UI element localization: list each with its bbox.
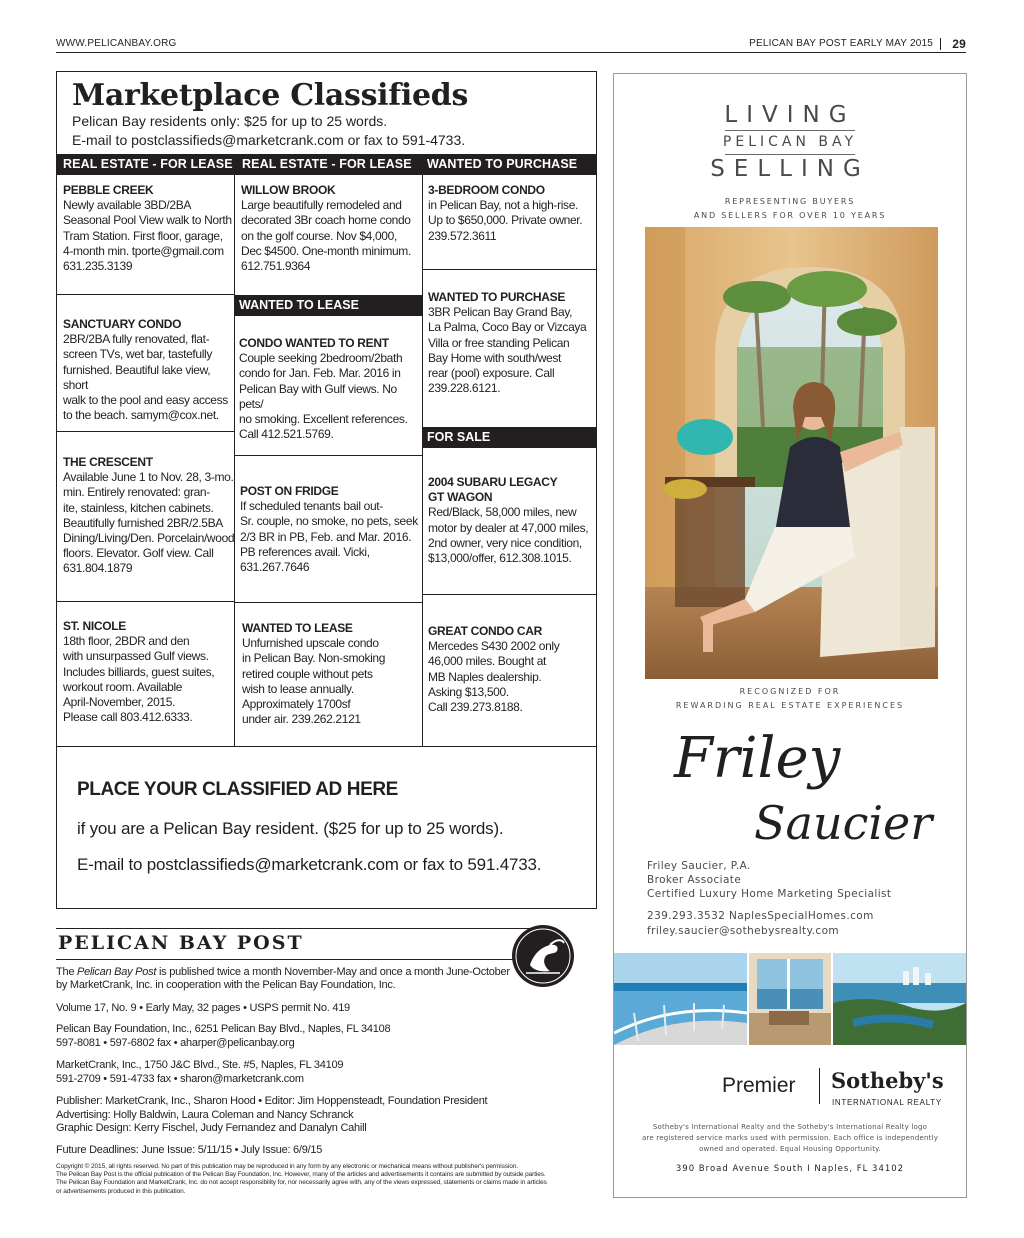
ad-title: WANTED TO PURCHASE [428,290,566,304]
column-header-bar [57,154,596,175]
ad-title-line-2: GT WAGON [428,490,493,505]
ad-title: WILLOW BROOK [241,183,336,197]
ad-line: Unfurnished upscale condo [242,636,379,651]
place-ad-title: PLACE YOUR CLASSIFIED AD HERE [77,779,398,800]
ad-line: Bay Home with south/west [428,350,561,365]
ad-line: 2/3 BR in PB, Feb. and Mar. 2016. [240,529,412,544]
place-ad-box [56,747,597,909]
masthead-rule [56,959,518,960]
ad-line: Newly available 3BD/2BA [63,198,192,213]
ad-line: Available June 1 to Nov. 28, 3-mo. [63,470,234,485]
ad-title: POST ON FRIDGE [240,484,339,498]
ad-line: Call 412.521.5769. [239,427,334,442]
staff-advertising: Advertising: Holly Baldwin, Laura Coleman and Nancy Schranck [56,1109,354,1121]
ad-headline-living: LIVING [724,102,856,128]
ad-title: PEBBLE CREEK [63,183,154,197]
deadlines: Future Deadlines: June Issue: 5/11/15 • July Issue: 6/9/15 [56,1144,323,1156]
ad-line: Seasonal Pool View walk to North [63,213,232,228]
ad-line: walk to the pool and easy access [63,393,228,408]
classified-ad-condo-wanted [239,336,421,442]
staff-design: Graphic Design: Kerry Fischel, Judy Fernandez and Danalyn Cahill [56,1122,367,1134]
classifieds-title: Marketplace Classifieds [72,78,469,113]
about-line-2: by MarketCrank, Inc. in cooperation with the Pelican Bay Foundation, Inc. [56,979,396,991]
classified-ad-wanted-to-lease [242,621,422,727]
ad-line: MB Naples dealership. [428,669,542,684]
cell-divider [234,602,422,603]
marketcrank-address: MarketCrank, Inc., 1750 J&C Blvd., Ste. #5, Naples, FL 34109 [56,1059,344,1071]
wanted-to-lease-band: WANTED TO LEASE [234,295,422,316]
ad-line: 4-month min. tporte@gmail.com [63,243,224,258]
ad-line: Includes billiards, guest suites, [63,664,215,679]
classifieds-subtitle-2: E-mail to postclassifieds@marketcrank.com or fax to 591-4733. [72,132,466,148]
ad-title: CONDO WANTED TO RENT [239,336,389,350]
cell-divider [234,455,422,456]
signature-last-name: Saucier [754,796,933,850]
masthead-rule [56,928,531,929]
ad-line: motor by dealer at 47,000 miles, [428,520,589,535]
marketcrank-contact: 591-2709 • 591-4733 fax • sharon@marketcrank.com [56,1073,304,1085]
header-rule [56,52,966,53]
sothebys-logo-text: Sotheby's [831,1068,944,1093]
ad-line: 631.804.1879 [63,561,133,576]
ad-line: in Pelican Bay, not a high-rise. [428,198,578,213]
ad-line: 3BR Pelican Bay Grand Bay, [428,305,573,320]
ad-line: La Palma, Coco Bay or Vizcaya [428,320,587,335]
ad-line: wish to lease annually. [242,681,354,696]
column-divider [422,175,423,747]
ad-line: Red/Black, 58,000 miles, new [428,505,577,520]
agent-phone-website: 239.293.3532 NaplesSpecialHomes.com [647,910,874,922]
ad-line: 239.228.6121. [428,381,501,396]
coastline-photo [833,953,966,1045]
office-address: 390 Broad Avenue South I Naples, FL 34102 [675,1164,905,1174]
interior-photo [749,953,831,1045]
realtor-advertisement [613,73,967,1198]
ad-line: Villa or free standing Pelican [428,335,570,350]
logo-divider [819,1068,820,1104]
ad-line: to the beach. samym@cox.net. [63,408,219,423]
ad-headline-pelican-bay: PELICAN BAY [722,134,858,150]
ad-line: under air. 239.262.2121 [242,712,361,727]
ad-line: If scheduled tenants bail out- [240,499,383,514]
header-divider [940,38,941,50]
classified-ad-subaru [428,475,596,566]
ad-line: 46,000 miles. Bought at [428,654,547,669]
ad-line: Dining/Living/Den. Porcelain/wood [63,531,235,546]
ad-line: Mercedes S430 2002 only [428,639,560,654]
ad-line: Call 239.273.8188. [428,700,523,715]
about-text: The [56,966,78,978]
agent-certification: Certified Luxury Home Marketing Specialist [647,888,892,900]
ad-line: Beautifully furnished 2BR/2.5BA [63,515,223,530]
headline-rule [725,154,855,155]
ad-line: Up to $650,000. Private owner. [428,213,583,228]
ad-line: screen TVs, wet bar, tastefully [63,347,212,362]
ad-line: 631.267.7646 [240,560,310,575]
ad-recognition-1: RECOGNIZED FOR [739,687,841,696]
agent-name: Friley Saucier, P.A. [647,860,751,872]
legal-line: Sotheby's International Realty and the Sotheby's International Realty logo [652,1123,928,1131]
ad-title: ST. NICOLE [63,619,127,633]
ad-tagline-2: AND SELLERS FOR OVER 10 YEARS [693,211,887,220]
staff-publisher: Publisher: MarketCrank, Inc., Sharon Hood • Editor: Jim Hoppensteadt, Foundation President [56,1095,488,1107]
classifieds-subtitle-1: Pelican Bay residents only: $25 for up to 25 words. [72,113,388,129]
classifieds-section [56,71,597,747]
ad-line: Couple seeking 2bedroom/2bath [239,351,403,366]
ad-line: Sr. couple, no smoke, no pets, seek [240,514,418,529]
ad-line: 631.235.3139 [63,259,133,274]
ad-line: Dec $4500. One-month minimum. [241,243,411,258]
ad-line: April-November, 2015. [63,695,176,710]
signature-first-name: Friley [674,726,841,791]
ad-line: ite, stainless, kitchen cabinets. [63,500,214,515]
about-line-1 [56,966,510,980]
agent-email: friley.saucier@sothebysrealty.com [647,925,840,937]
ad-line: 612.751.9364 [241,259,311,274]
issue-label: PELICAN BAY POST EARLY MAY 2015 [749,38,933,49]
ad-line: Please call 803.412.6333. [63,710,193,725]
ad-title: THE CRESCENT [63,455,153,469]
about-text: is published twice a month November-May and once a month June-October [156,966,510,978]
volume-info: Volume 17, No. 9 • Early May, 32 pages • USPS permit No. 419 [56,1002,350,1014]
classified-ad-wanted-to-purchase [428,290,596,396]
foundation-contact: 597-8081 • 597-6802 fax • aharper@pelicanbay.org [56,1037,295,1049]
cell-divider [57,431,234,432]
copyright-notice [56,1163,561,1196]
ad-line: 18th floor, 2BDR and den [63,634,190,649]
ad-headline-selling: SELLING [710,156,870,182]
ad-title: WANTED TO LEASE [242,621,353,635]
ad-title: 2004 SUBARU LEGACY [428,475,558,489]
classified-ad-st-nicole [63,619,235,725]
legal-line: owned and operated. Equal Housing Opportunity. [699,1145,881,1153]
classified-ad-willow-brook [241,183,421,274]
classified-ad-condo-car [428,624,596,715]
ad-line: retired couple without pets [242,666,373,681]
publication-name: Pelican Bay Post [77,966,157,978]
premier-logo-text: Premier [722,1074,796,1097]
ad-line: 239.572.3611 [428,228,497,243]
ad-line: 2nd owner, very nice condition, [428,535,582,550]
balcony-photo [614,953,747,1045]
ad-title: 3-BEDROOM CONDO [428,183,545,197]
classified-ad-sanctuary-condo [63,317,235,423]
place-ad-line-2: E-mail to postclassifieds@marketcrank.com or fax to 591.4733. [77,855,542,874]
ad-title: SANCTUARY CONDO [63,317,182,331]
ad-line: Large beautifully remodeled and [241,198,402,213]
ad-line: floors. Elevator. Golf view. Call [63,546,214,561]
ad-line: furnished. Beautiful lake view, short [63,362,211,392]
masthead-title: PELICAN BAY POST [58,932,304,954]
headline-rule [725,130,855,131]
place-ad-line-1: if you are a Pelican Bay resident. ($25 for up to 25 words). [77,819,504,838]
ad-line: PB references avail. Vicki, [240,544,370,559]
ad-line: no smoking. Excellent references. [239,412,408,427]
ad-line: Tram Station. First floor, garage, [63,228,223,243]
ad-line: workout room. Available [63,679,183,694]
ad-line: with unsurpassed Gulf views. [63,649,209,664]
cell-divider [57,294,234,295]
ad-line: in Pelican Bay. Non-smoking [242,651,386,666]
ad-line: $13,000/offer, 612.308.1015. [428,551,572,566]
agent-photo [645,227,938,679]
cell-divider [422,269,597,270]
agent-title: Broker Associate [647,874,742,886]
ad-line: min. Entirely renovated: gran- [63,485,210,500]
ad-line: rear (pool) exposure. Call [428,366,555,381]
classified-ad-the-crescent [63,455,235,577]
copyright-line: or advertisements produced in this publication. [56,1187,186,1195]
classified-ad-pebble-creek [63,183,235,274]
column-head-2: REAL ESTATE - FOR LEASE [242,157,412,171]
for-sale-band: FOR SALE [422,427,597,448]
ad-line: decorated 3Br coach home condo [241,213,411,228]
ad-line: Approximately 1700sf [242,697,351,712]
ad-recognition-2: REWARDING REAL ESTATE EXPERIENCES [675,701,905,710]
website-url: WWW.PELICANBAY.ORG [56,38,177,49]
cell-divider [57,601,234,602]
classified-ad-post-on-fridge [240,484,422,575]
classified-ad-3-bedroom-condo [428,183,596,244]
copyright-line: The Pelican Bay Foundation and MarketCrank, Inc. do not accept responsibility for, nor necessarily agree with, any of the views expressed, statements or claims made in articles [56,1179,547,1187]
ad-line: on the golf course. Nov $4,000, [241,228,397,243]
ad-line: condo for Jan. Feb. Mar. 2016 in [239,366,401,381]
ad-tagline-1: REPRESENTING BUYERS [724,197,856,206]
column-head-3: WANTED TO PURCHASE [427,157,578,171]
legal-line: are registered service marks used with permission. Each office is independently [641,1134,939,1142]
ad-line: Pelican Bay with Gulf views. No pets/ [239,381,397,411]
copyright-line: The Pelican Bay Post is the official publication of the Pelican Bay Foundation, Inc. However, many of the articles and advertisements it contains are submitted by outside parties. [56,1171,546,1179]
foundation-address: Pelican Bay Foundation, Inc., 6251 Pelican Bay Blvd., Naples, FL 34108 [56,1023,391,1035]
sothebys-logo-subtitle: INTERNATIONAL REALTY [832,1098,942,1107]
cell-divider [422,594,597,595]
copyright-line: Copyright © 2015, all rights reserved. No part of this publication may be reproduced in any form by any electronic or mechanical means without publisher's permission. [56,1163,518,1170]
pelican-logo-icon [512,925,574,987]
page-number: 29 [952,37,966,51]
column-head-1: REAL ESTATE - FOR LEASE [63,157,233,171]
ad-line: 2BR/2BA fully renovated, flat- [63,332,210,347]
ad-line: Asking $13,500. [428,684,509,699]
ad-title: GREAT CONDO CAR [428,624,542,638]
